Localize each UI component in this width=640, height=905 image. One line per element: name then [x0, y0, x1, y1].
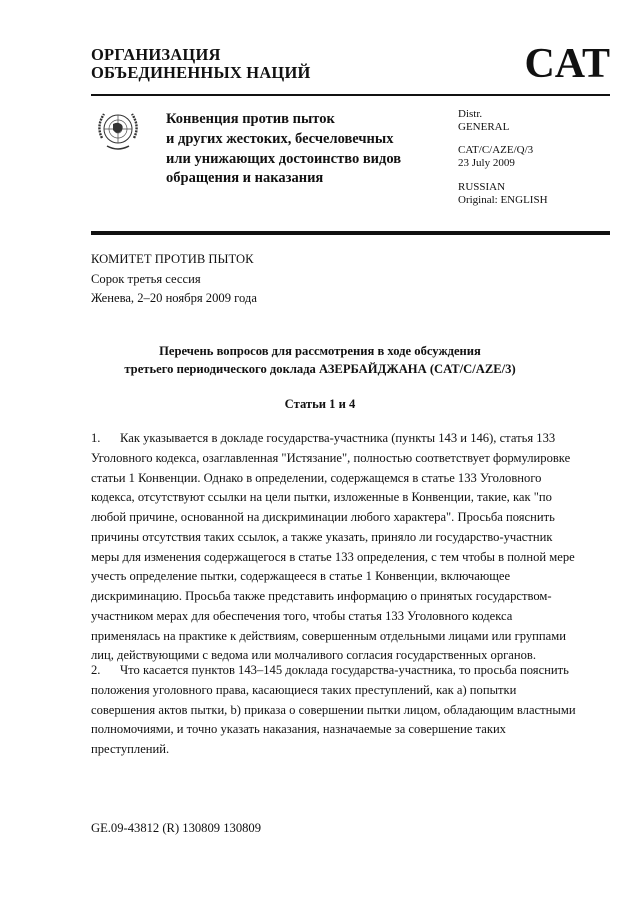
paragraph-line: участником мерах для обеспечения того, чтобы статья 133 Уголовного кодекса	[91, 608, 513, 623]
paragraph-line: совершения актов пытки, b) приказа о совершении пытки лицом, обладающим властными	[91, 702, 576, 717]
paragraph-line: полномочиями, и точно указать наказания, назначаемые за совершение таких	[91, 722, 506, 737]
footer-job-number: GE.09-43812 (R) 130809 130809	[91, 821, 262, 835]
paragraph-line: причины отсутствия таких ссылок, а также указать, приняло ли государство-участник	[91, 529, 553, 544]
section-heading: Статьи 1 и 4	[284, 397, 356, 411]
paragraph-line: дискриминацию. Просьба также представить информацию о принятых государством-	[91, 589, 552, 603]
distr-label: Distr.	[458, 108, 483, 120]
un-emblem-icon	[93, 108, 143, 154]
paragraph-line: учесть определение пытки, содержащееся в статье 1 Конвенции, включающее	[91, 569, 511, 584]
document-heading-line: третьего периодического доклада АЗЕРБАЙДЖАНА (CAT/C/AZE/3)	[124, 362, 516, 376]
committee-name: КОМИТЕТ ПРОТИВ ПЫТОК	[91, 252, 254, 266]
convention-title-line: Конвенция против пыток	[166, 111, 335, 127]
paragraph-line: Что касается пунктов 143–145 доклада государства-участника, то просьба пояснить	[120, 663, 569, 677]
header-thick-rule	[91, 231, 610, 235]
original-language: Original: ENGLISH	[458, 194, 548, 206]
paragraph-line: меры для изменения содержащегося в статье 133 определения, с тем чтобы в полной мере	[91, 549, 575, 564]
committee-session: Сорок третья сессия	[91, 272, 201, 286]
committee-place-date: Женева, 2–20 ноября 2009 года	[91, 291, 257, 305]
paragraph-number: 2.	[91, 663, 101, 677]
convention-title-line: обращения и наказания	[166, 170, 324, 186]
paragraph-line: применялась на практике к действиям, совершенным отдельными лицами или группами	[91, 628, 566, 643]
document-symbol: CAT/C/AZE/Q/3	[458, 144, 534, 156]
paragraph-line: Как указывается в докладе государства-участника (пункты 143 и 146), статья 133	[120, 431, 556, 445]
convention-title-line: и других жестоких, бесчеловечных	[166, 131, 394, 147]
document-language: RUSSIAN	[458, 181, 506, 193]
convention-title-line: или унижающих достоинство видов	[166, 151, 402, 167]
org-name-line-1: ОРГАНИЗАЦИЯ	[91, 45, 221, 64]
paragraph-line: любой причине, основанной на дискриминации любого характера". Просьба пояснить	[91, 510, 555, 524]
paragraph-line: преступлений.	[91, 742, 170, 756]
header-rule	[91, 94, 610, 96]
document-date: 23 July 2009	[458, 157, 515, 169]
paragraph-line: Уголовного кодекса, озаглавленная "Истязание", полностью соответствует формулировке	[91, 450, 571, 465]
paragraph-line: кодекса, отсутствуют ссылки на цели пытки, изложенные в Конвенции, такие, как "по	[91, 490, 552, 505]
org-name-line-2: ОБЪЕДИНЕННЫХ НАЦИЙ	[91, 63, 311, 82]
paragraph-line: лиц, действующими с ведома или молчаливого согласия государственных органов.	[91, 648, 536, 663]
paragraph-number: 1.	[91, 431, 101, 445]
paragraph-line: положения уголовного права, касающиеся таких преступлений, как a) попытки	[91, 682, 517, 697]
distr-value: GENERAL	[458, 121, 510, 133]
document-series-symbol: CAT	[524, 41, 610, 87]
paragraph-line: статьи 1 Конвенции. Однако в определении, содержащемся в статье 133 Уголовного	[91, 470, 542, 485]
document-heading-line: Перечень вопросов для рассмотрения в ходе обсуждения	[159, 344, 481, 358]
